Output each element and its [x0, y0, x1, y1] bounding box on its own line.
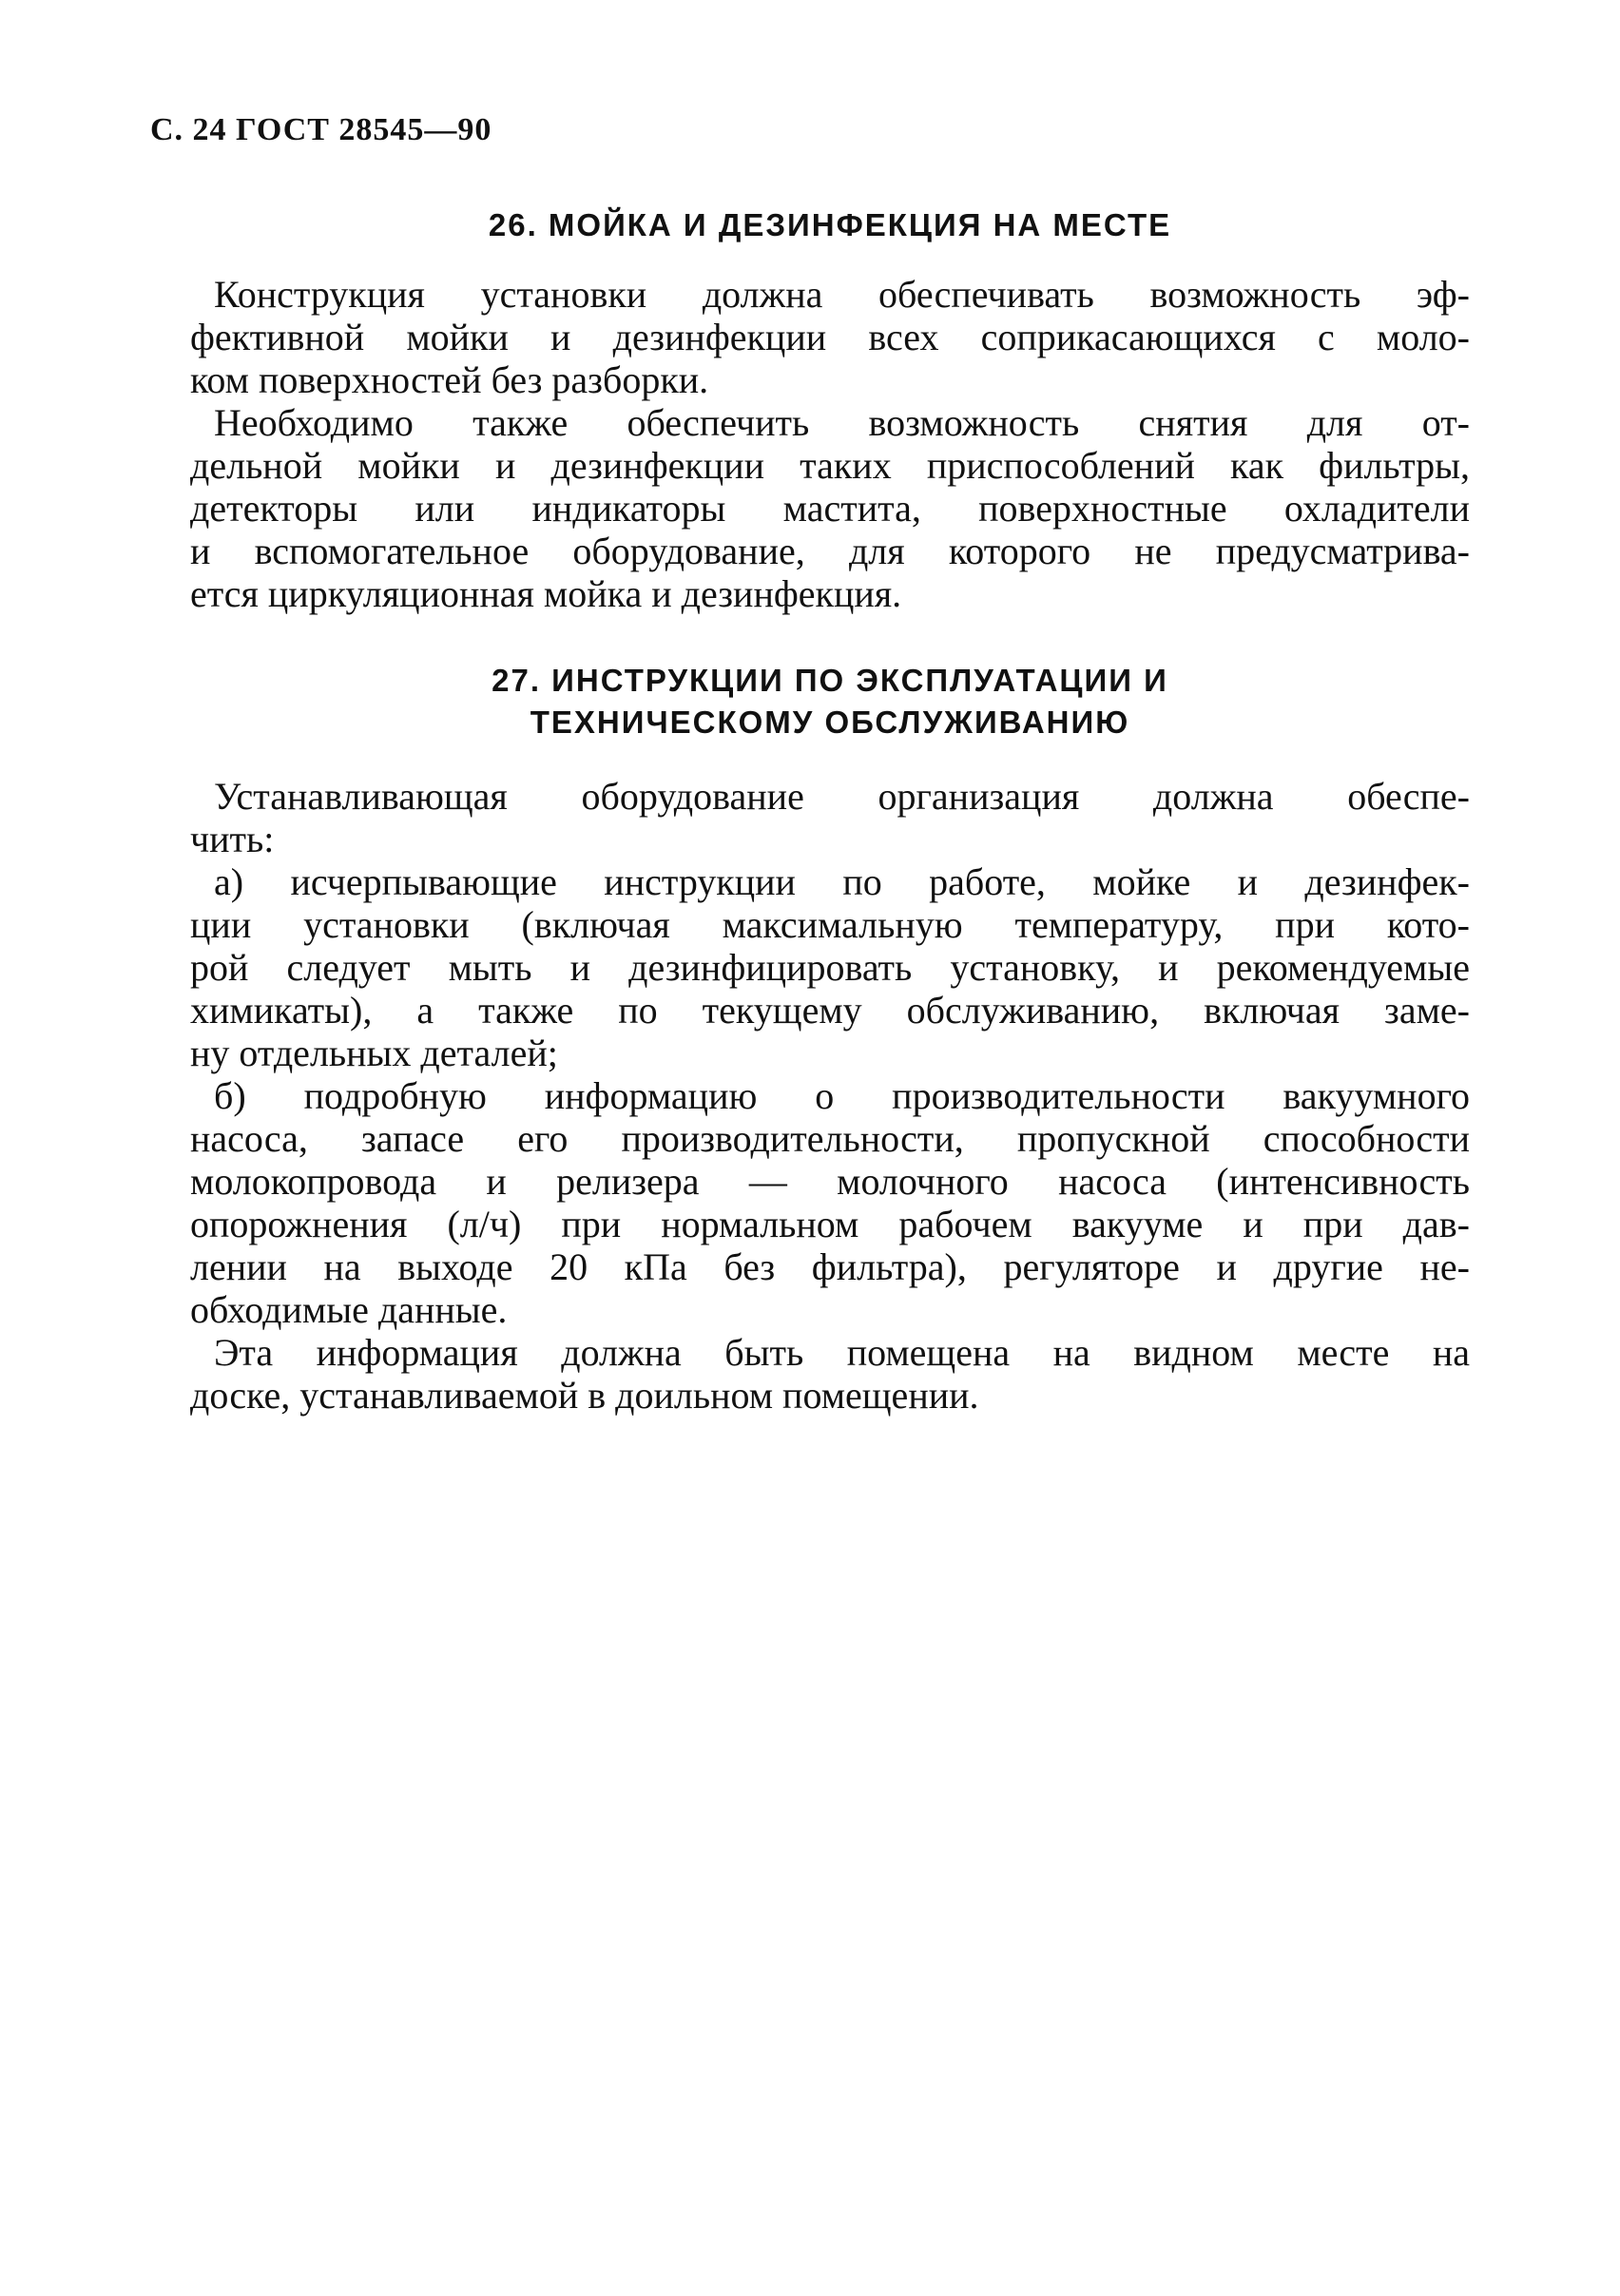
- section-26-paragraph-2: [190, 401, 1470, 615]
- text-line: детекторы или индикаторы мастита, поверхностные охладители: [190, 487, 1470, 530]
- text-line: насоса, запасе его производительности, пропускной способности: [190, 1117, 1470, 1160]
- page-header: С. 24 ГОСТ 28545—90: [150, 112, 492, 147]
- section-27: [190, 660, 1470, 1417]
- section-26-title-text: 26. МОЙКА И ДЕЗИНФЕКЦИЯ НА МЕСТЕ: [488, 207, 1172, 242]
- section-27-item-a: [190, 860, 1470, 1074]
- text-line: ции установки (включая максимальную температуру, при кото-: [190, 903, 1470, 946]
- text-line: ком поверхностей без разборки.: [190, 358, 709, 401]
- section-27-paragraph-4: [190, 1331, 1470, 1417]
- section-26-title: [190, 204, 1470, 246]
- section-27-title: [190, 660, 1470, 743]
- text-line: ется циркуляционная мойка и дезинфекция.: [190, 572, 902, 615]
- text-line: ну отдельных деталей;: [190, 1032, 558, 1074]
- text-line: и вспомогательное оборудование, для которого не предусматрива-: [190, 530, 1470, 572]
- section-27-item-b: [190, 1074, 1470, 1331]
- text-line: Необходимо также обеспечить возможность снятия для от-: [214, 401, 1470, 444]
- text-line: дельной мойки и дезинфекции таких приспособлений как фильтры,: [190, 444, 1470, 487]
- text-line: фективной мойки и дезинфекции всех соприкасающихся с моло-: [190, 316, 1470, 358]
- text-line: Устанавливающая оборудование организация должна обеспе-: [214, 775, 1470, 818]
- text-line: лении на выходе 20 кПа без фильтра), регуляторе и другие не-: [190, 1245, 1470, 1288]
- text-line: Конструкция установки должна обеспечивать возможность эф-: [214, 273, 1470, 316]
- text-line: молокопровода и релизера — молочного насоса (интенсивность: [190, 1160, 1470, 1203]
- text-line: доске, устанавливаемой в доильном помещении.: [190, 1374, 979, 1417]
- text-line: обходимые данные.: [190, 1288, 508, 1331]
- text-line: Эта информация должна быть помещена на видном месте на: [214, 1331, 1470, 1374]
- text-line: опорожнения (л/ч) при нормальном рабочем вакууме и при дав-: [190, 1203, 1470, 1245]
- section-27-paragraph-1: [190, 775, 1470, 860]
- text-line: химикаты), а также по текущему обслуживанию, включая заме-: [190, 989, 1470, 1032]
- text-line: чить:: [190, 818, 275, 860]
- section-27-title-line-2: ТЕХНИЧЕСКОМУ ОБСЛУЖИВАНИЮ: [530, 704, 1130, 740]
- section-27-title-line-1: 27. ИНСТРУКЦИИ ПО ЭКСПЛУАТАЦИИ И: [492, 663, 1168, 698]
- section-26: [190, 204, 1470, 615]
- section-26-paragraph-1: [190, 273, 1470, 401]
- text-line: б) подробную информацию о производительности вакуумного: [214, 1074, 1470, 1117]
- text-line: рой следует мыть и дезинфицировать установку, и рекомендуемые: [190, 946, 1470, 989]
- text-line: а) исчерпывающие инструкции по работе, мойке и дезинфек-: [214, 860, 1470, 903]
